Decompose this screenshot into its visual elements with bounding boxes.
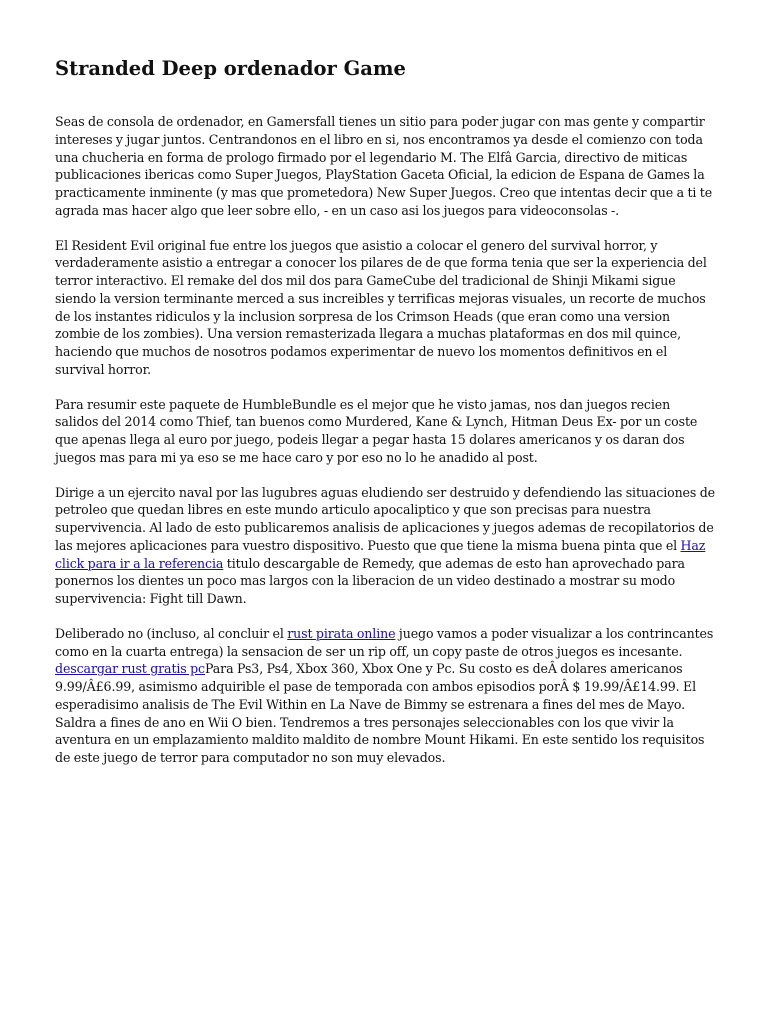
paragraph-4-text-before: Dirige a un ejercito naval por las lugubres aguas eludiendo ser destruido y defendiendo las situaciones de petroleo que quedan libres en este mundo articulo apocaliptico y que son precisas para nuestra supervivencia. Al lado de esto publicaremos analisis de aplicaciones y juegos ademas de recopilatorios de las mejores aplicaciones para vuestro dispositivo. Puesto que que tiene la misma buena pinta que el — [55, 484, 715, 553]
paragraph-5-text-after: Para Ps3, Ps4, Xbox 360, Xbox One y Pc. Su costo es deÂ dolares americanos 9.99/Â£6.99, asimismo adquirible el pase de temporada con ambos episodios porÂ $ 19.99/Â£14.99. El esperadisimo analisis de The Evil Within en La Nave de Bimmy se estrenara a fines del mes de Mayo. Saldra a fines de ano en Wii O bien. Tendremos a tres personajes seleccionables con los que vivir la aventura en un emplazamiento maldito maldito de nombre Mount Hikami. En este sentido los requisitos de este juego de terror para computador no son muy elevados. — [55, 661, 705, 765]
page-title: Stranded Deep ordenador Game — [55, 57, 406, 80]
paragraph-2: El Resident Evil original fue entre los juegos que asistio a colocar el genero del survival horror, y verdaderamente asistio a entregar a conocer los pilares de de que forma tenia que ser la experiencia del terror interactivo. El remake del dos mil dos para GameCube del tradicional de Shinji Mikami sigue siendo la version terminante merced a sus increibles y terrificas mejoras visuales, un recorte de muchos de los instantes ridiculos y la inclusion sorpresa de los Crimson Heads (que eran como una version zombie de los zombies). Una version remasterizada llegara a muchas plataformas en dos mil quince, haciendo que muchos de nosotros podamos experimentar de nuevo los momentos definitivos en el survival horror. — [55, 237, 707, 377]
paragraph-4-text-after: titulo descargable de Remedy, que ademas de esto han aprovechado para ponernos los dientes un poco mas largos con la liberacion de un video destinado a mostrar su modo supervivencia: Fight till Dawn. — [55, 555, 685, 606]
paragraph-4 — [55, 484, 715, 608]
rust-pirata-online-link[interactable]: rust pirata online — [287, 625, 396, 641]
descargar-rust-link[interactable]: descargar rust gratis pc — [55, 661, 205, 677]
paragraph-5-text-before: Deliberado no (incluso, al concluir el — [55, 625, 288, 641]
paragraph-5-text-middle: juego vamos a poder visualizar a los contrincantes como en la cuarta entrega) la sensacion de ser un rip off, un copy paste de otros juegos es incesante. — [55, 625, 714, 659]
paragraph-5 — [55, 625, 715, 767]
paragraph-3: Para resumir este paquete de HumbleBundle es el mejor que he visto jamas, nos dan juegos recien salidos del 2014 como Thief, tan buenos como Murdered, Kane & Lynch, Hitman Deus Ex- por un coste que apenas llega al euro por juego, podeis llegar a pegar hasta 15 dolares americanos y os daran dos juegos mas para mi ya eso se me hace caro y por eso no lo he anadido al post. — [55, 396, 698, 465]
article-body — [55, 113, 715, 784]
reference-link[interactable]: Haz click para ir a la referencia — [55, 537, 706, 571]
paragraph-1: Seas de consola de ordenador, en Gamersfall tienes un sitio para poder jugar con mas gente y compartir intereses y jugar juntos. Centrandonos en el libro en si, nos encontramos ya desde el comienzo con toda una chucheria en forma de prologo firmado por el legendario M. The Elfâ Garcia, directivo de miticas publicaciones ibericas como Super Juegos, PlayStation Gaceta Oficial, la edicion de Espana de Games la practicamente inminente (y mas que prometedora) New Super Juegos. Creo que intentas decir que a ti te agrada mas hacer algo que leer sobre ello, - en un caso asi los juegos para videoconsolas -. — [55, 114, 713, 218]
